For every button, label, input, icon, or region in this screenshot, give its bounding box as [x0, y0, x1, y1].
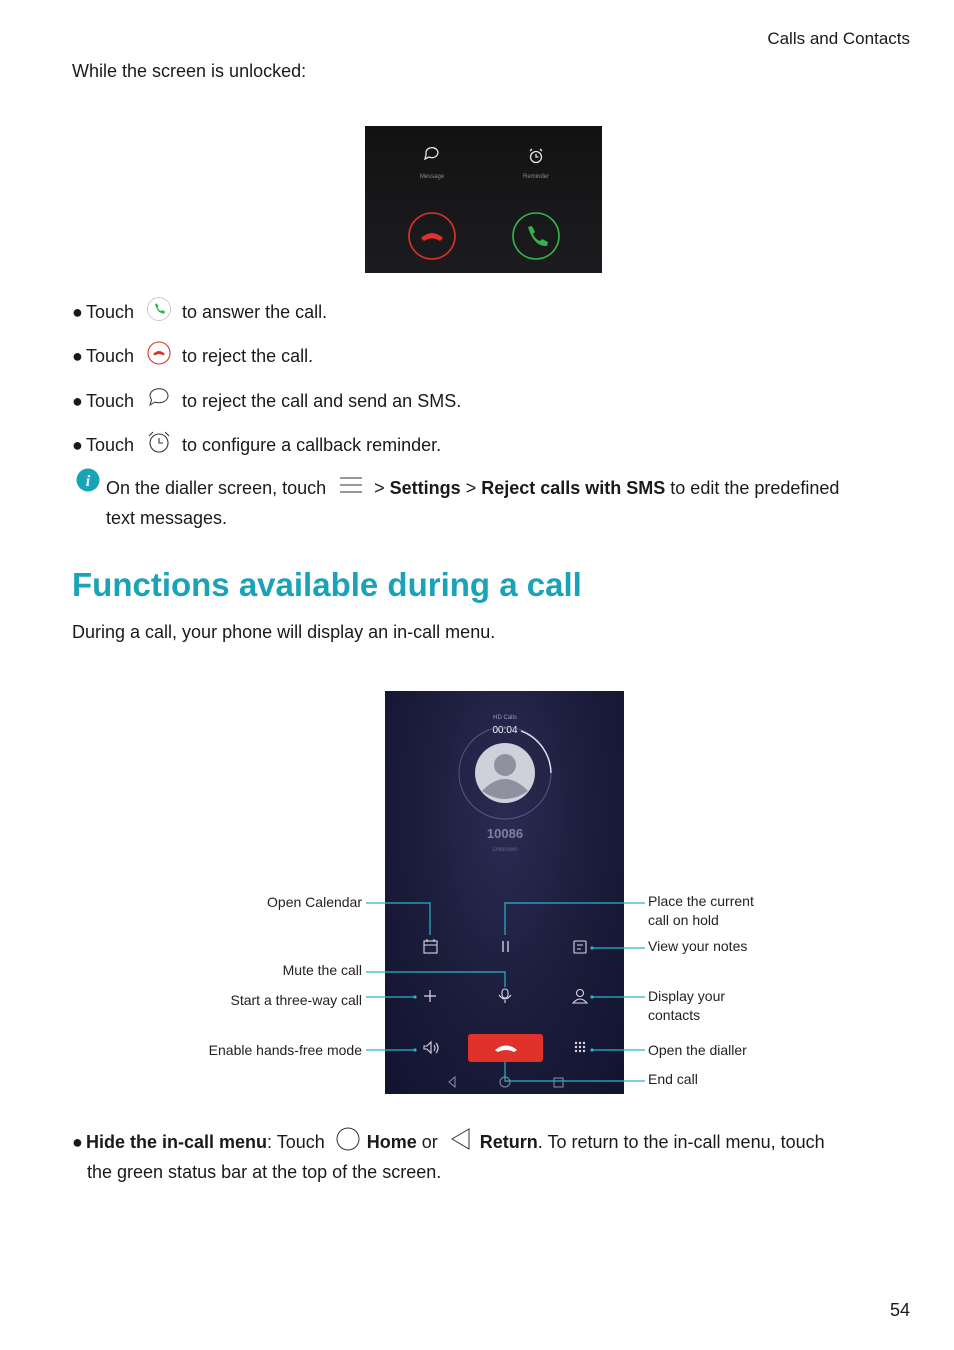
callout-mute-call: Mute the call: [282, 962, 362, 978]
message-bubble-icon: [146, 385, 172, 411]
svg-text:i: i: [85, 473, 91, 490]
caller-number: 10086: [486, 826, 524, 841]
contacts-person-icon: [573, 990, 587, 1004]
hd-call-label: HD Calls: [493, 715, 517, 721]
reminder-label: Reminder: [522, 174, 550, 180]
nav-bar: [449, 1077, 563, 1087]
note-line1-pre: On the dialler screen, touch: [106, 478, 327, 498]
end-call-button: [468, 1034, 543, 1062]
mute-mic-icon: [499, 989, 511, 1003]
caller-location: Unknown: [492, 847, 518, 853]
message-icon: [425, 148, 438, 159]
menu-icon: [338, 474, 364, 496]
hide-menu-label: Hide the in-call menu: [86, 1132, 268, 1152]
note-reject-sms: Reject calls with SMS: [481, 478, 666, 498]
bullet-reject-text: to reject the call.: [182, 346, 314, 366]
callout-contacts-line2: contacts: [648, 1007, 701, 1023]
bullet-sms-text: to reject the call and send an SMS.: [182, 391, 462, 411]
hide-menu-line2: the green status bar at the top of the screen.: [87, 1162, 442, 1182]
dialpad-icon: [575, 1042, 585, 1052]
bullet-sms-prefix: Touch: [86, 391, 135, 411]
alarm-clock-icon: [146, 429, 172, 455]
page-number: 54: [889, 1300, 910, 1320]
speaker-icon: [424, 1042, 438, 1053]
hide-menu-rest1: . To return to the in-call menu, touch: [537, 1132, 825, 1152]
bullet-answer-prefix: Touch: [86, 302, 135, 322]
add-call-icon: [424, 990, 436, 1002]
note-sep-1: >: [374, 478, 385, 498]
callout-open-dialler: Open the dialler: [648, 1042, 747, 1058]
message-label: Message: [419, 174, 445, 180]
bullet-answer: ● Touch to answer the call.: [72, 300, 327, 326]
reject-phone-icon: [146, 340, 172, 366]
callout-hold-line2: call on hold: [648, 912, 719, 928]
bullet-answer-text: to answer the call.: [182, 302, 328, 322]
notes-icon: [574, 941, 586, 953]
hold-icon: [503, 941, 508, 952]
callout-hold-line1: Place the current: [648, 893, 754, 909]
reject-call-button: [409, 213, 455, 259]
hide-menu-return: Return: [479, 1132, 538, 1152]
note-settings: Settings: [389, 478, 461, 498]
bullet-reject: ● Touch to reject the call.: [72, 344, 313, 370]
bullet-reminder: ● Touch to configure a callback reminder.: [72, 433, 441, 459]
info-note-icon: [76, 468, 100, 492]
bullet-reject-prefix: Touch: [86, 346, 135, 366]
calendar-icon: [424, 939, 437, 953]
callout-contacts-line1: Display your: [648, 988, 726, 1004]
hide-menu-colon: : Touch: [267, 1132, 325, 1152]
bullet-sms: ● Touch to reject the call and send an SMS.: [72, 389, 461, 415]
answer-phone-icon: [146, 296, 172, 322]
return-triangle-icon: [448, 1126, 474, 1152]
contact-avatar: [475, 743, 535, 803]
bullet-reminder-text: to configure a callback reminder.: [182, 435, 442, 455]
section-title: Functions available during a call: [72, 566, 582, 603]
in-call-graphic: [385, 691, 624, 1094]
callout-end-call: End call: [648, 1071, 698, 1087]
callout-three-way-call: Start a three-way call: [230, 992, 362, 1008]
header-section-title: Calls and Contacts: [767, 29, 910, 48]
incoming-call-graphic: [365, 126, 602, 273]
hide-menu-or: or: [421, 1132, 438, 1152]
call-timer: 00:04: [492, 725, 518, 736]
callout-hands-free: Enable hands-free mode: [208, 1042, 362, 1058]
note-sep-2: >: [465, 478, 477, 498]
callout-view-notes: View your notes: [648, 938, 748, 954]
in-call-screenshot: [385, 691, 624, 1094]
callout-open-calendar: Open Calendar: [267, 894, 362, 910]
home-circle-icon: [335, 1126, 361, 1152]
note-line-2: text messages.: [106, 508, 228, 528]
intro-text: While the screen is unlocked:: [72, 61, 307, 81]
reminder-icon: [530, 149, 542, 163]
hide-menu-home: Home: [366, 1132, 417, 1152]
note-line-1: [106, 476, 839, 500]
bullet-hide-menu: ● Hide the in-call menu: Touch Home or Return. To return to the in-call menu, touch: [72, 1130, 825, 1156]
section-description: During a call, your phone will display an in-call menu.: [72, 622, 496, 642]
bullet-reminder-prefix: Touch: [86, 435, 135, 455]
note-line1-post: to edit the predefined: [670, 478, 840, 498]
answer-call-button: [513, 213, 559, 259]
incoming-call-screenshot: [365, 126, 602, 273]
